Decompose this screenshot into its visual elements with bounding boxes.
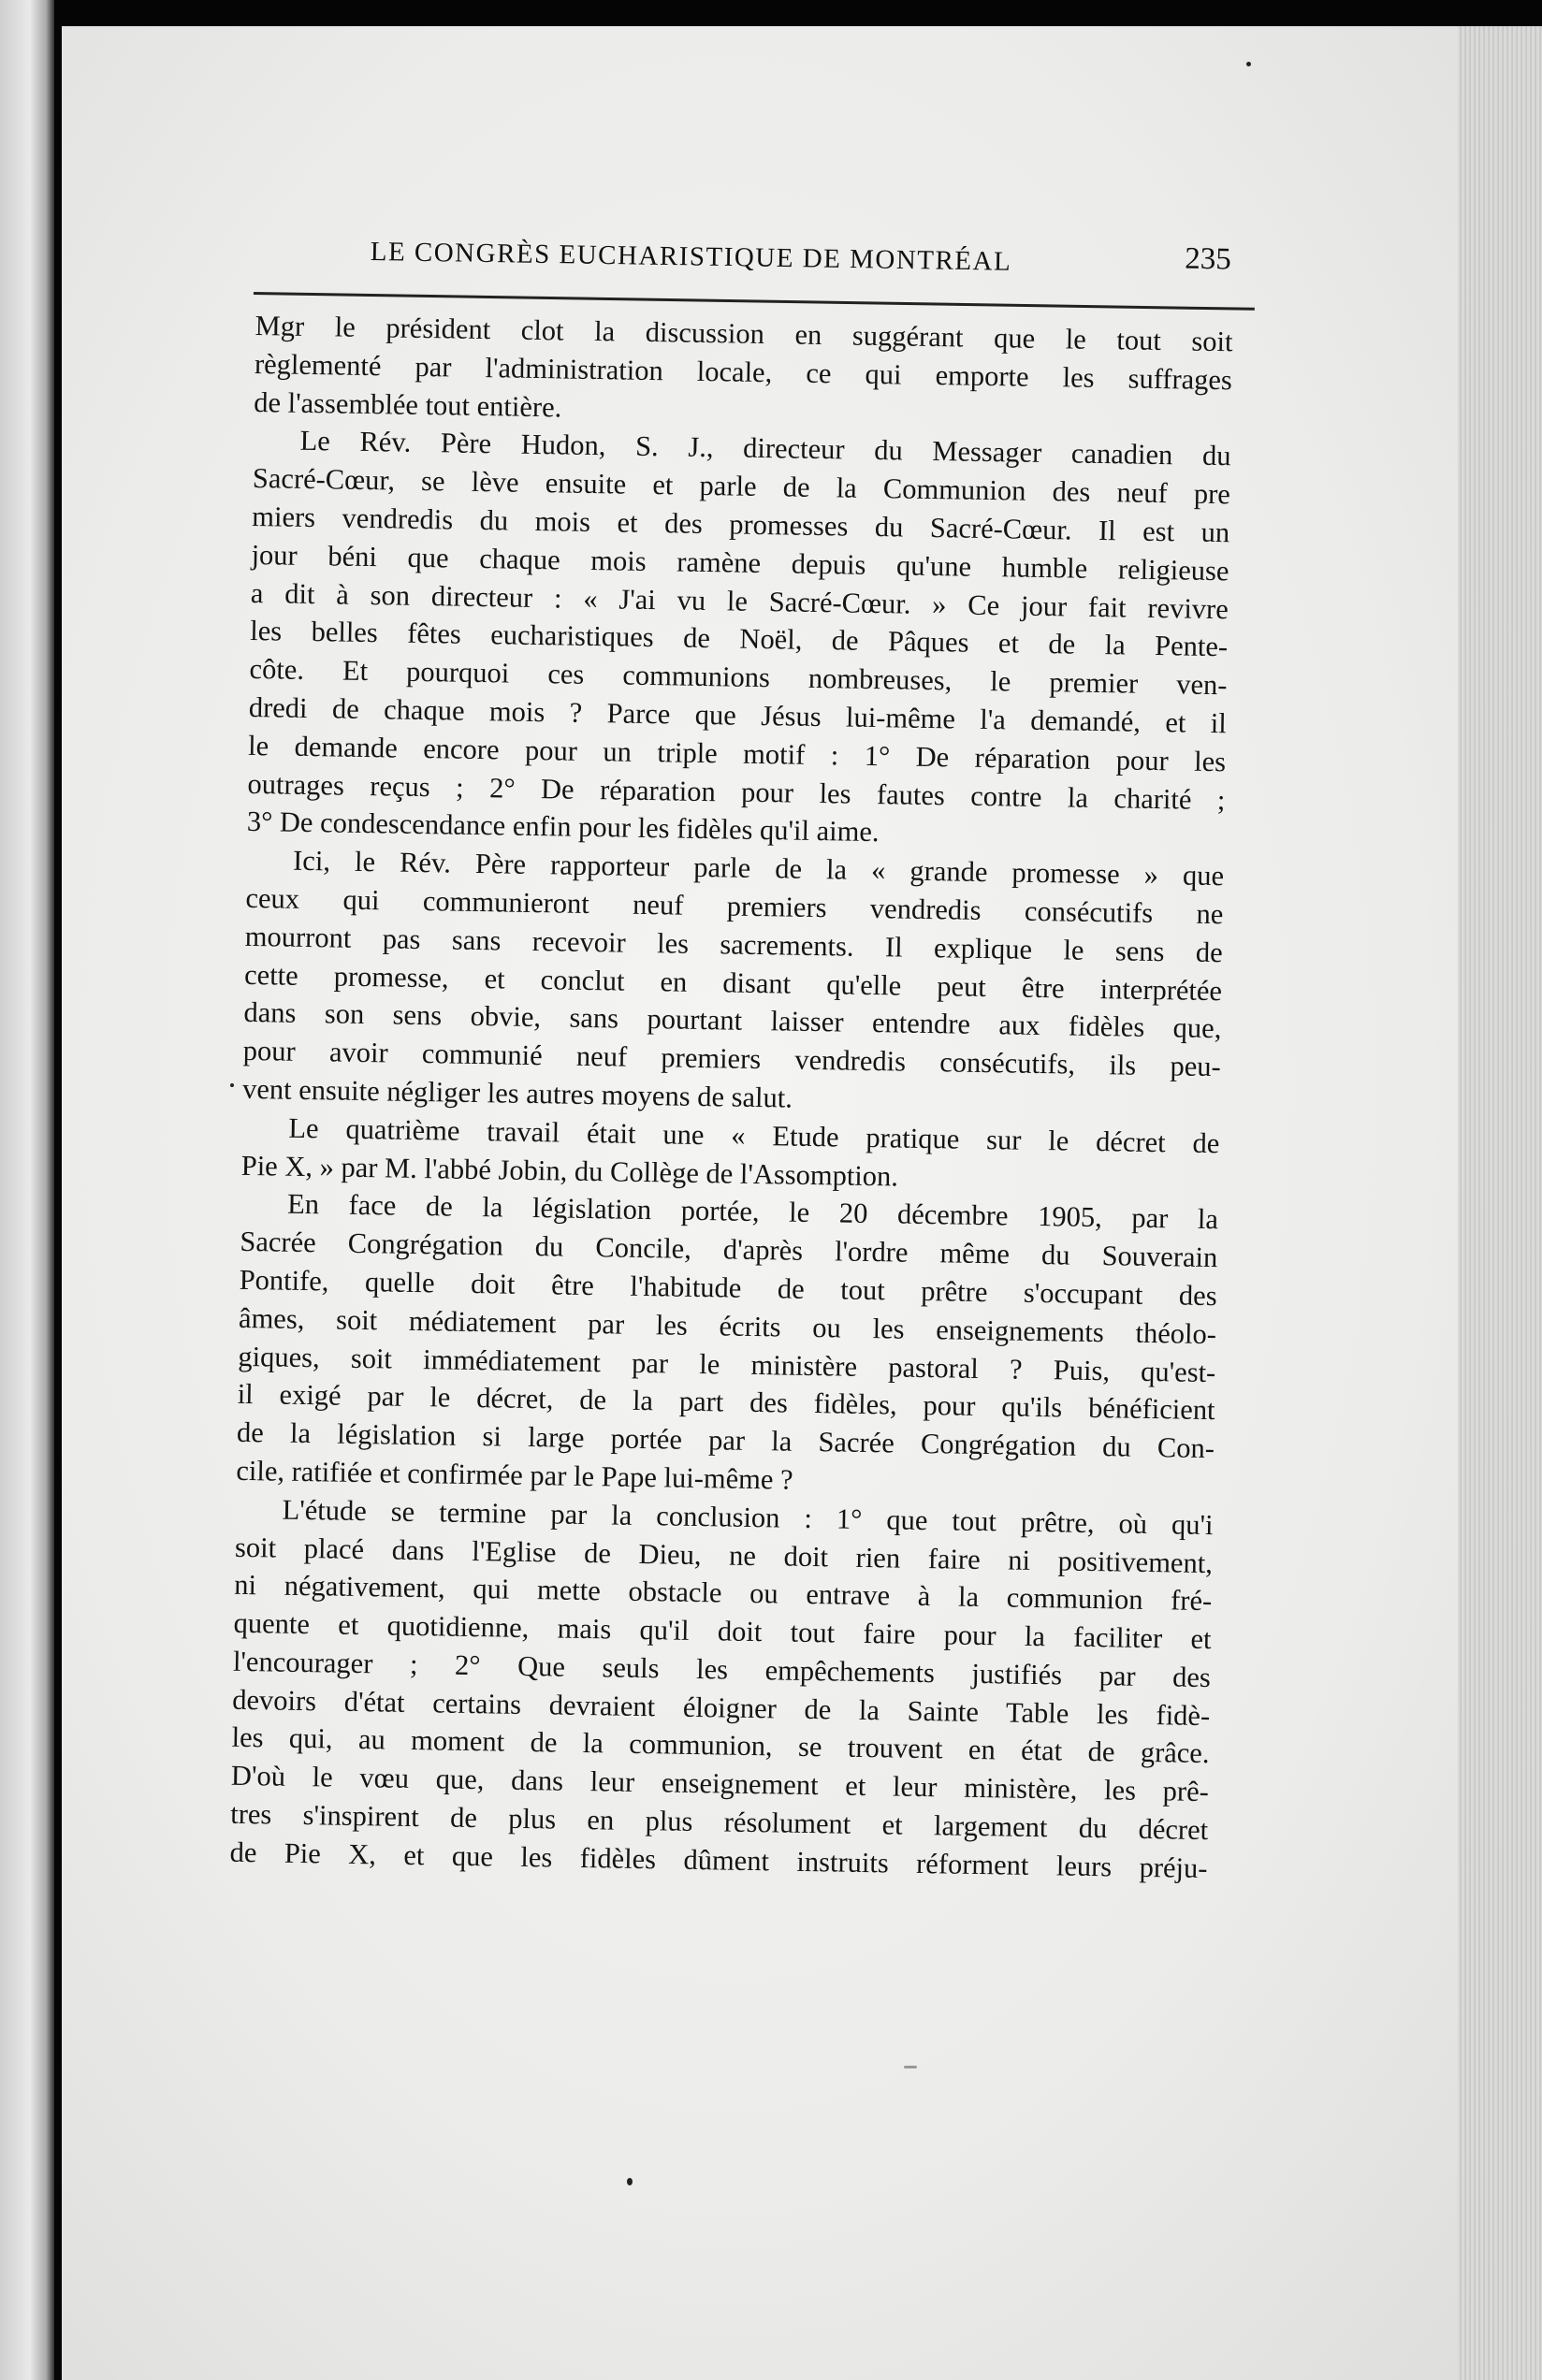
text-line: outrages reçus ; 2° De réparation pour les fautes contre la charité ; (247, 767, 1226, 816)
text-line: En face de la législation portée, le 20 décembre 1905, par la (286, 1188, 1219, 1236)
text-line: vent ensuite négliger les autres moyens de salut. (241, 1072, 793, 1114)
text-line: Ici, le Rév. Père rapporteur parle de la « grande promesse » que (292, 844, 1225, 892)
running-header (370, 237, 1230, 281)
text-line: tres s'inspirent de plus en plus résolument et largement du décret (230, 1797, 1209, 1847)
page-number: 235 (1184, 241, 1232, 277)
text-line: devoirs d'état certains devraient éloigner de la Sainte Table les fidè- (232, 1683, 1211, 1732)
text-line: L'étude se termine par la conclusion : 1° que tout prêtre, où qu'i (282, 1493, 1214, 1541)
text-line: dans son sens obvie, sans pourtant laisser entendre aux fidèles que, (243, 996, 1222, 1045)
scan-speck (627, 2178, 633, 2185)
text-line: il exigé par le décret, de la part des fidèles, pour qu'ils bénéficient (237, 1378, 1215, 1427)
running-title: LE CONGRÈS EUCHARISTIQUE DE MONTRÉAL (370, 237, 1012, 277)
text-line: pour avoir communié neuf premiers vendredis consécutifs, ils peu- (242, 1035, 1221, 1083)
text-line: mourront pas sans recevoir les sacrements. Il explique le sens de (244, 920, 1223, 968)
text-line: Sacré-Cœur, se lève ensuite et parle de la Communion des neuf pre (252, 462, 1231, 511)
body-text (229, 307, 1233, 1888)
text-line: jour béni que chaque mois ramène depuis qu'une humble religieuse (251, 538, 1229, 588)
text-line: Sacrée Congrégation du Concile, d'après l'ordre même du Souverain (240, 1225, 1218, 1274)
text-line: Le Rév. Père Hudon, S. J., directeur du Messager canadien du (299, 425, 1231, 472)
text-line: règlementé par l'administration locale, ce qui emporte les suffrages (254, 347, 1233, 397)
scan-speck (1246, 62, 1251, 66)
text-line: soit placé dans l'Eglise de Dieu, ne doit rien faire ni positivement, (234, 1531, 1214, 1579)
text-line: miers vendredis du mois et des promesses du Sacré-Cœur. Il est un (252, 500, 1230, 549)
text-line: ni négativement, qui mette obstacle ou entrave à la communion fré- (234, 1569, 1213, 1618)
text-line: quente et quotidienne, mais qu'il doit tout faire pour la faciliter et (233, 1606, 1212, 1656)
header-rule (254, 292, 1255, 311)
adjacent-page-edge (0, 0, 54, 2380)
text-line: le demande encore pour un triple motif : 1° De réparation pour les (247, 729, 1227, 778)
text-line: Le quatrième travail était une « Etude pratique sur le décret de (288, 1111, 1220, 1159)
text-line: a dit à son directeur : « J'ai vu le Sacré-Cœur. » Ce jour fait revivre (250, 576, 1229, 625)
book-page (62, 26, 1542, 2380)
text-line: côte. Et pourquoi ces communions nombreuses, le premier ven- (249, 653, 1228, 702)
text-line: dredi de chaque mois ? Parce que Jésus lui-même l'a demandé, et il (248, 690, 1228, 740)
text-line: de l'assemblée tout entière. (254, 385, 562, 424)
text-line: de Pie X, et que les fidèles dûment instruits réforment leurs préju- (229, 1836, 1208, 1884)
text-line: cile, ratifiée et confirmée par le Pape lui-même ? (236, 1454, 793, 1496)
scan-speck (230, 1083, 234, 1087)
text-line: cette promesse, et conclut en disant qu'elle peut être interprétée (243, 958, 1223, 1007)
text-line: âmes, soit médiatement par les écrits ou les enseignements théolo- (238, 1301, 1217, 1350)
text-line: Pie X, » par M. l'abbé Jobin, du Collège de l'Assomption. (240, 1149, 899, 1193)
text-line: D'où le vœu que, dans leur enseignement et leur ministère, les prê- (230, 1760, 1210, 1808)
text-line: 3° De condescendance enfin pour les fidèles qu'il aime. (246, 805, 880, 849)
text-line: Pontife, quelle doit être l'habitude de tout prêtre s'occupant des (239, 1263, 1217, 1313)
text-line: ceux qui communieront neuf premiers vendredis consécutifs ne (245, 881, 1224, 931)
text-line: de la législation si large portée par la Sacrée Congrégation du Con- (236, 1415, 1215, 1465)
scan-speck (904, 2066, 917, 2068)
page-stack-edges (1458, 26, 1542, 2380)
text-line: Mgr le président clot la discussion en suggérant que le tout soit (255, 309, 1233, 358)
text-line: l'encourager ; 2° Que seuls les empêchements justifiés par des (232, 1645, 1212, 1694)
text-line: giques, soit immédiatement par le ministère pastoral ? Puis, qu'est- (238, 1340, 1216, 1388)
text-line: les belles fêtes eucharistiques de Noël, de Pâques et de la Pente- (249, 615, 1229, 663)
text-line: les qui, au moment de la communion, se trouvent en état de grâce. (231, 1721, 1210, 1770)
